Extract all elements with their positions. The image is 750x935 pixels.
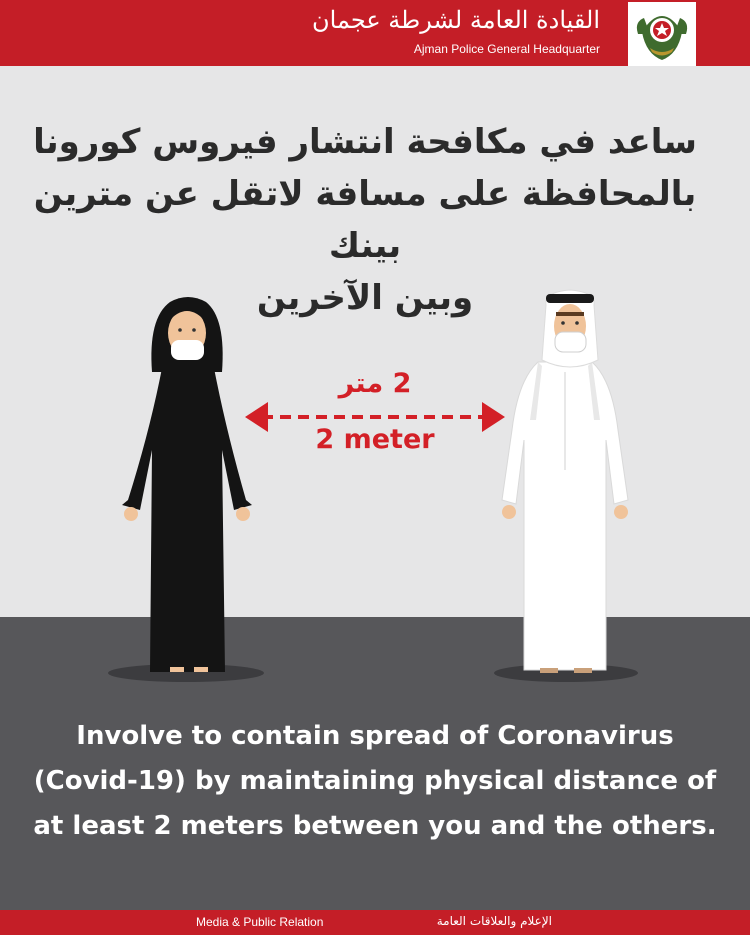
footer-bar [0, 910, 750, 935]
distance-label-arabic: 2 متر [338, 368, 412, 399]
man-figure [502, 290, 628, 673]
headline-arabic-line-1: ساعد في مكافحة انتشار فيروس كورونا [33, 122, 697, 162]
distance-label-english: 2 meter [315, 424, 435, 455]
message-english [14, 714, 736, 849]
headline-arabic-line-2: بالمحافظة على مسافة لاتقل عن مترين بينك [33, 174, 697, 266]
header-title-english: Ajman Police General Headquarter [413, 42, 600, 56]
header-title-arabic: القيادة العامة لشرطة عجمان [312, 6, 600, 34]
footer-label-english: Media & Public Relation [196, 915, 324, 929]
headline-arabic-line-3: وبين الآخرين [256, 278, 474, 318]
footer-label-arabic: الإعلام والعلاقات العامة [436, 914, 552, 928]
message-english-line-1: Involve to contain spread of Coronavirus [76, 721, 674, 751]
message-english-line-3: at least 2 meters between you and the others. [33, 811, 717, 841]
message-english-line-2: (Covid-19) by maintaining physical distance of [33, 766, 717, 796]
woman-figure [122, 297, 252, 672]
